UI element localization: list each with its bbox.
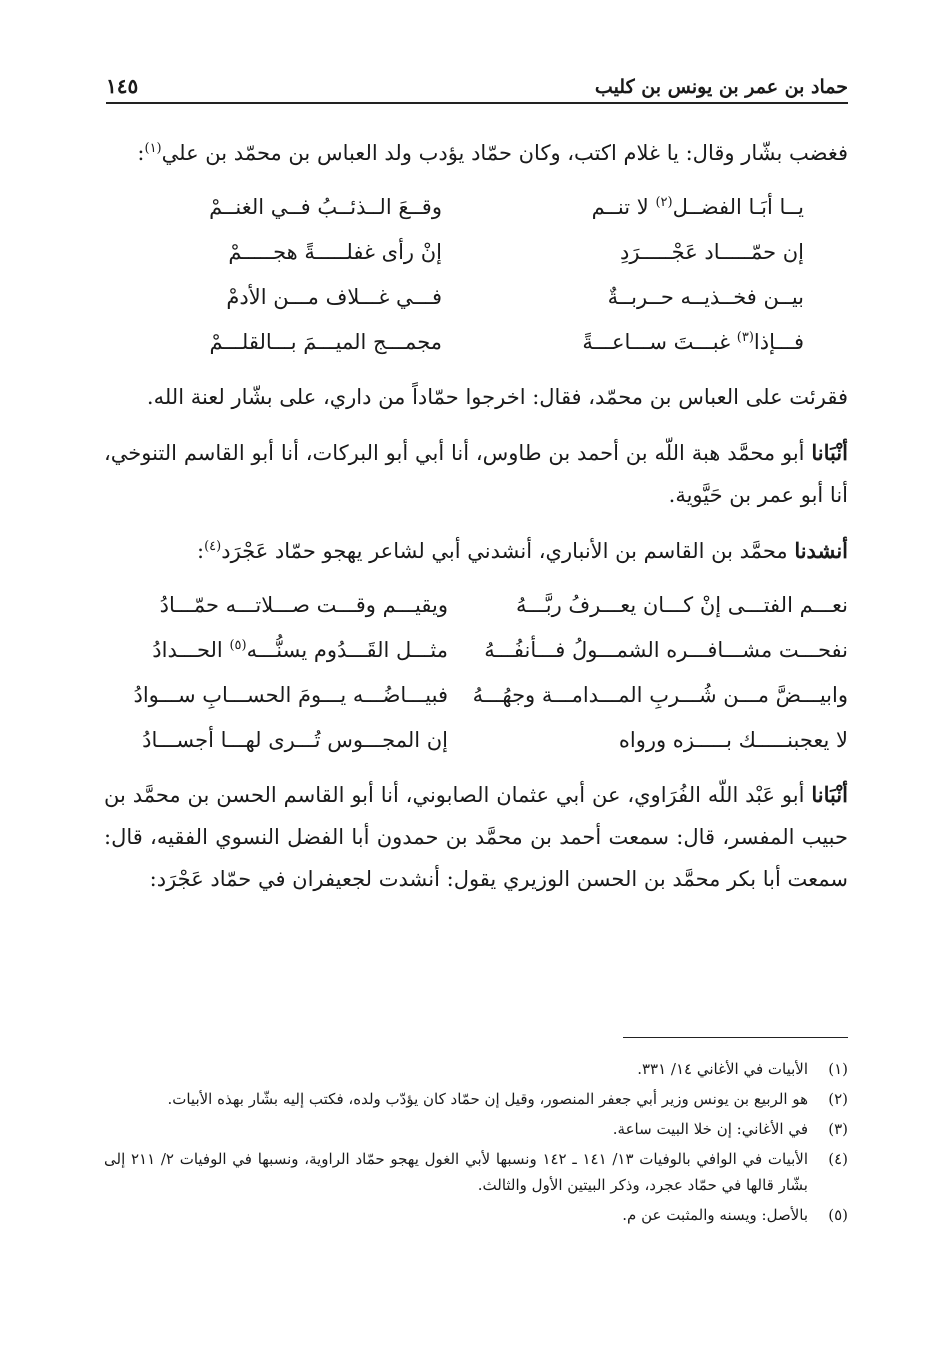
footnote-number: (٣) [828,1120,848,1138]
paragraph-1: فغضب بشّار وقال: يا غلام اكتب، وكان حمّاد يؤدب ولد العباس بن محمّد بن علي$^{(١)}$: [137,141,848,165]
first-hemistich: بيــن فخــذيــه حــربــةٌ [607,284,804,309]
verse [104,627,848,672]
isnad-keyword: أنْبَانا [811,440,848,465]
footnote [104,1086,848,1112]
footnote-text: هو الربيع بن يونس وزير أبي جعفر المنصور، وقيل إن حمّاد كان يؤدّب ولده، فكتب إليه بشّار بهذه الأبيات. [167,1090,808,1108]
second-hemistich: مجمـــج الميـــمَ بـــالقلـــمْ [209,329,442,354]
second-hemistich: فبيـــاضُـــه يـــومَ الحســـابِ ســـوادُ [133,682,448,707]
footnote-number: (٥) [828,1206,848,1224]
second-hemistich: وقــعَ الــذئــبُ فــي الغنــمْ [209,194,442,219]
footnotes [104,1056,848,1232]
poem-2 [104,582,848,762]
first-hemistich: لا يعجبنـــــك بـــــزه ورواه [618,727,848,752]
verse [104,672,848,717]
footnote-text: بالأصل: ويسنه والمثبت عن م. [622,1206,808,1224]
verse [104,229,848,274]
footnote-text: الأبيات في الوافي بالوفيات ١٣/ ١٤١ ـ ١٤٢ ونسبها لأبي الغول يهجو حمّاد الراوية، ونسبها في الوفيات ٢/ ٢١١ إلى بشّار قالها في حمّاد عجرد، وذكر البيتين الأول والثالث. [104,1150,808,1194]
second-hemistich: فـــي غـــلاف مـــن الأدمْ [226,284,442,309]
paragraph-2: فقرئت على العباس بن محمّد، فقال: اخرجوا حمّاداً من داري، على بشّار لعنة الله. [146,385,848,409]
footnote [104,1056,848,1082]
verse [104,184,848,229]
paragraph-4: أنشدنا محمَّد بن القاسم بن الأنباري، أنشدني أبي لشاعر يهجو حمّاد عَجْرَد$^{(٤)}$: [197,538,848,563]
page-header [106,68,848,104]
footnote-ref-2[interactable]: (٢) [655,194,673,210]
footnote-text: في الأغاني: إن خلا البيت ساعة. [612,1120,808,1138]
footnote [104,1146,848,1198]
footnote-ref-3[interactable]: (٣) [736,329,754,345]
isnad-keyword: أنْبَانا [811,782,848,807]
footnote-divider [623,1037,848,1038]
poem-1 [104,184,848,364]
verse [104,582,848,627]
second-hemistich: إنْ رأى غفلـــــةً هجـــــمْ [228,239,442,264]
footnote [104,1116,848,1142]
verse [104,319,848,364]
isnad-keyword: أنشدنا [794,538,848,563]
first-hemistich: إن حمّـــــاد عَجْـــــرَدِ [619,239,804,264]
second-hemistich: ويقيـــم وقـــت صـــلاتـــه حمّـــادُ [159,592,448,617]
first-hemistich: فـــإذا$^{(٣)}$ غبـــتَ ســـاعـــةً [582,329,804,354]
page-number: ١٤٥ [106,74,139,98]
first-hemistich: وابيـــضَّ مـــن شُـــربِ المـــدامـــة وجهُـــهُ [472,682,848,707]
footnote-ref-1[interactable]: (١) [144,141,162,156]
first-hemistich: نعـــم الفتـــى إنْ كـــان يعـــرفُ ربَّـــهُ [516,592,848,617]
running-title: حماد بن عمر بن يونس بن كليب [594,76,848,98]
footnote-number: (١) [828,1060,848,1078]
second-hemistich: إن المجـــوس تُـــرى لهـــا أجســـادُ [142,727,448,752]
first-hemistich: يــا أبَـا الفضــل$^{(٢)}$ لا تنــم [591,194,804,219]
second-hemistich: مثـــل القَـــدُوم يسنُّـــه$^{(٥)}$ الحـــدادُ [152,637,448,662]
first-hemistich: نفحـــت مشـــافـــره الشمـــولُ فـــأنفُـــهُ [484,637,848,662]
verse [104,717,848,762]
footnote-number: (٤) [828,1150,848,1168]
footnote-number: (٢) [828,1090,848,1108]
paragraph-5: أنْبَانا أبو عَبْد اللّه الفُرَاوي، عن أبي عثمان الصابوني، أنا أبو القاسم الحسن بن محمَّد بن حبيب المفسر، قال: سمعت أحمد بن محمَّد بن حمدون أبا الفضل النسوي الفقيه، قال: سمعت أبا بكر محمَّد بن الحسن الوزيري يقول: أنشدت لجعيفران في حمّاد عَجْرَد: [104,782,848,891]
footnote [104,1202,848,1228]
verse [104,274,848,319]
footnote-ref-5[interactable]: (٥) [229,637,247,653]
footnote-ref-4[interactable]: (٤) [204,539,222,554]
paragraph-3: أنْبَانا أبو محمَّد هبة اللّه بن أحمد بن طاوس، أنا أبي أبو البركات، أنا أبو القاسم التنوخي، أنا أبو عمر بن حَيَّوية. [104,440,848,507]
main-text [104,132,848,900]
footnote-text: الأبيات في الأغاني ١٤/ ٣٣١. [637,1060,808,1078]
